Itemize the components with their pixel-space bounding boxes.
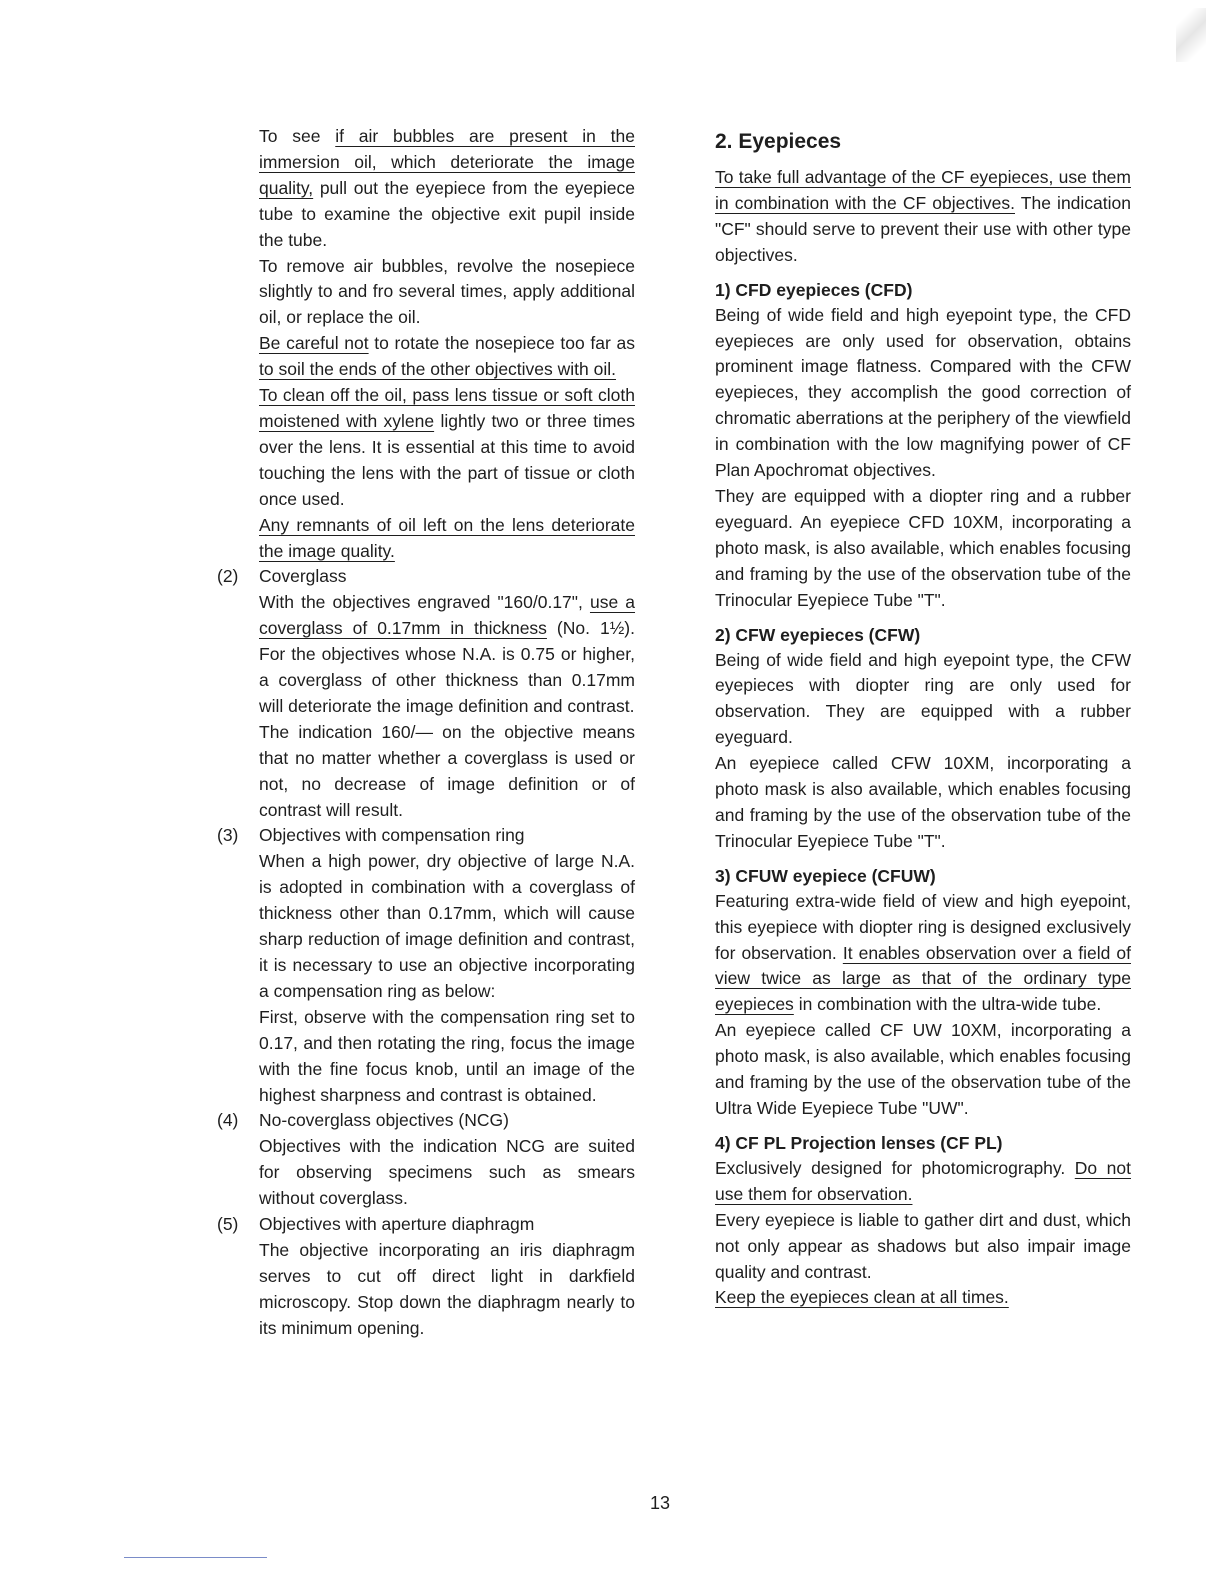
cfpl-paragraph (715, 1285, 1131, 1311)
page-number: 13 (649, 1493, 671, 1513)
item-paragraph: The indication 160/— on the objective means that no matter whether a coverglass is used or not, no decrease of image definition or of contrast will result. (259, 721, 635, 820)
cfuw-emphasis: It enables observation over a field of view twice as large as that of the ordinary type eyepieces (715, 942, 1131, 1015)
item-coverglass (217, 564, 636, 823)
remnants-emphasis: Any remnants of oil left on the lens deteriorate the image quality. (259, 514, 635, 561)
careful-emphasis: Be careful not (259, 333, 369, 354)
item-paragraph: With the objectives engraved "160/0.17", use a coverglass of 0.17mm in thickness (No. 1½). For the objectives whose N.A. is 0.75 or higher, a coverglass of other thickness than 0.17mm will deteriorate the image definition and contrast. (259, 592, 636, 716)
item-paragraph: When a high power, dry objective of large N.A. is adopted in combination with a coverglass of thickness other than 0.17mm, which will cause sharp reduction of image definition and contrast, it is necessary to use an objective incorporating a compensation ring as below: (259, 851, 635, 1001)
cfw-paragraph: An eyepiece called CFW 10XM, incorporating a photo mask is also available, which enables focusing and framing by the use of the observation tube of the Trinocular Eyepiece Tube "T". (715, 753, 1131, 851)
item-number: (4) (217, 1110, 239, 1131)
item-compensation-ring (217, 823, 635, 1108)
cfuw-title: 3) CFUW eyepiece (CFUW) (715, 865, 936, 886)
footer-rule (124, 1557, 267, 1558)
item-title: No-coverglass objectives (NCG) (259, 1110, 509, 1131)
left-column (217, 124, 636, 1342)
item-paragraph: The objective incorporating an iris diaphragm serves to cut off direct light in darkfield microscopy. Stop down the diaphragm nearly to its minimum opening. (259, 1239, 635, 1338)
right-column (715, 124, 1131, 1311)
eyepieces-intro: To take full advantage of the CF eyepieces, use them in combination with the CF objectives. The indication "CF" should serve to prevent their use with other type objectives. (715, 167, 1132, 265)
careful-paragraph: Be careful not to rotate the nosepiece too far as to soil the ends of the other objectives with oil. (259, 333, 635, 380)
item-aperture-diaphragm (217, 1212, 635, 1342)
cfpl-paragraph: Every eyepiece is liable to gather dirt and dust, which not only appear as shadows but also impair image quality and contrast. (715, 1209, 1131, 1282)
item-paragraph: First, observe with the compensation ring set to 0.17, and then rotating the ring, focus the image with the fine focus knob, until an image of the highest sharpness and contrast is obtained. (259, 1006, 635, 1105)
cfd-paragraph: They are equipped with a diopter ring and a rubber eyeguard. An eyepiece CFD 10XM, incorporating a photo mask, is also available, which enables focusing and framing by the use of the observation tube of the Trinocular Eyepiece Tube "T". (715, 485, 1131, 610)
item-paragraph: Objectives with the indication NCG are suited for observing specimens such as smears without coverglass. (259, 1136, 635, 1209)
item-title: Coverglass (259, 566, 347, 587)
scan-artifact (1176, 8, 1206, 62)
item-title: Objectives with aperture diaphragm (259, 1214, 535, 1235)
air-bubbles-emphasis: if air bubbles are present in the immersion oil, which deteriorate the image quality, (259, 126, 635, 198)
coverglass-emphasis: use a coverglass of 0.17mm in thickness (259, 592, 636, 639)
item-number: (2) (217, 566, 239, 587)
keep-clean-emphasis: Keep the eyepieces clean at all times. (715, 1287, 1009, 1308)
soil-emphasis: to soil the ends of the other objectives with oil. (259, 359, 617, 380)
air-bubbles-paragraph: To see if air bubbles are present in the immersion oil, which deteriorate the image quality, pull out the eyepiece from the eyepiece tube to examine the objective exit pupil inside the tube. (259, 126, 635, 250)
cf-emphasis: To take full advantage of the CF eyepieces, use them in combination with the CF objectives. (715, 167, 1131, 213)
remove-bubbles-paragraph: To remove air bubbles, revolve the nosepiece slightly to and fro several times, apply additional oil, or replace the oil. (259, 255, 635, 328)
cfpl-paragraph: Exclusively designed for photomicrography. Do not use them for observation. (715, 1157, 1131, 1204)
cfpl-emphasis: Do not use them for observation. (715, 1157, 1131, 1204)
cfuw-paragraph: Featuring extra-wide field of view and high eyepoint, this eyepiece with diopter ring is designed exclusively for observation. It enables observation over a field of view twice as large as that of the ordinary type eyepieces in combination with the ultra-wide tube. (715, 890, 1131, 1015)
cfpl-title: 4) CF PL Projection lenses (CF PL) (715, 1132, 1003, 1153)
cfw-paragraph: Being of wide field and high eyepoint type, the CFW eyepieces with diopter ring are only used for observation. They are equipped with a rubber eyeguard. (715, 649, 1131, 748)
cfuw-paragraph: An eyepiece called CF UW 10XM, incorporating a photo mask, is also available, which enables focusing and framing by the use of the observation tube of the Ultra Wide Eyepiece Tube "UW". (715, 1020, 1131, 1118)
item-number: (3) (217, 825, 239, 846)
remnants-paragraph (259, 513, 635, 565)
cfw-title: 2) CFW eyepieces (CFW) (715, 624, 921, 645)
cfd-title: 1) CFD eyepieces (CFD) (715, 279, 913, 300)
clean-emphasis: To clean off the oil, pass lens tissue or soft cloth moistened with xylene (259, 385, 635, 431)
item-title: Objectives with compensation ring (259, 825, 525, 846)
item-ncg (217, 1108, 635, 1212)
cfd-paragraph: Being of wide field and high eyepoint type, the CFD eyepieces are only used for observation, obtains prominent image flatness. Compared with the CFW eyepieces, they accomplish the good correction of chromatic aberrations at the periphery of the viewfield in combination with the low magnifying power of CF Plan Apochromat objectives. (715, 304, 1131, 481)
clean-paragraph: To clean off the oil, pass lens tissue or soft cloth moistened with xylene lightly two or three times over the lens. It is essential at this time to avoid touching the lens with the part of tissue or cloth once used. (259, 385, 635, 509)
item-number: (5) (217, 1214, 239, 1235)
section-title: 2. Eyepieces (715, 130, 842, 153)
